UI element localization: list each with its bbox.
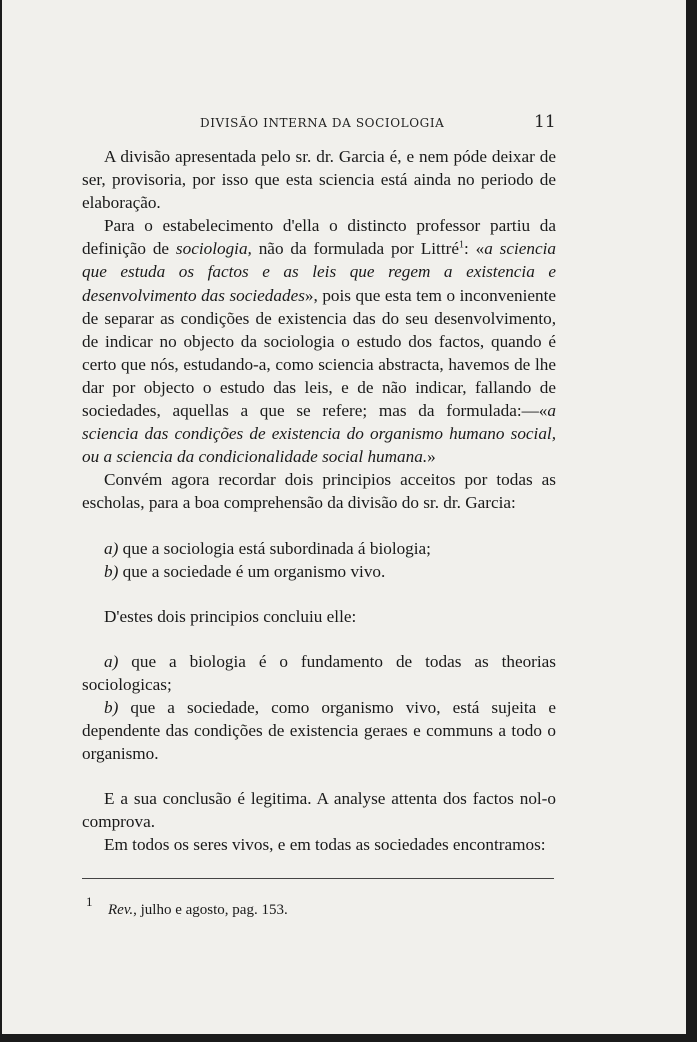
paragraph-3: Convém agora recordar dois principios acceitos por todas as escholas, para a boa comprehensão da divisão do sr. dr. Garcia: [82, 470, 556, 513]
paragraph-1: A divisão apresentada pelo sr. dr. Garcia é, e nem póde deixar de ser, provisoria, por isso que esta sciencia está ainda no periodo de elaboração. [82, 147, 556, 213]
list-item [82, 537, 556, 560]
book-page [2, 0, 686, 1034]
list-label: b) [104, 697, 119, 717]
footnote-ref: 1 [458, 239, 464, 251]
p2-term-sociologia: sociologia, [175, 239, 252, 259]
footnote-source: Rev. [108, 902, 134, 918]
list-text: que a biologia é o fundamento de todas as theorias sociologicas; [82, 651, 556, 694]
p2-text-d: », pois que esta tem o inconveniente de separar as condições de existencia das do seu desenvolvimento, de indicar no objecto da sociologia o estudo dos factos, quando é certo que nós, estudando-a, como sciencia abstracta, havemos de lhe dar por objecto o estudo das leis, e de não indicar, fallando de sociedades, aquellas a que se refere; mas da formulada:—« [82, 285, 556, 421]
footnote-divider [82, 878, 554, 879]
footnote-text: , julho e agosto, pag. 153. [133, 902, 288, 918]
spacer [82, 765, 556, 787]
p2-text-e: » [427, 447, 436, 467]
list-item [82, 650, 556, 696]
p2-text-a: Para o estabelecimento d'ella o distincto professor partiu da definição de [82, 216, 556, 259]
p2-text-c: : « [463, 239, 485, 259]
list-item [82, 696, 556, 765]
paragraph-6: Em todos os seres vivos, e em todas as sociedades encontramos: [104, 835, 546, 855]
paragraph-4: D'estes dois principios concluiu elle: [104, 606, 357, 626]
list-label: a) [104, 538, 119, 558]
spacer [82, 628, 556, 650]
list-text: que a sociedade, como organismo vivo, está sujeita e dependente das condições de existencia geraes e communs a todo o organismo. [82, 697, 556, 764]
paragraph-5: E a sua conclusão é legitima. A analyse attenta dos factos nol-o comprova. [82, 789, 556, 832]
spacer [82, 583, 556, 605]
p2-garcia-definition: a sciencia das condições de existencia do organismo humano social, ou a sciencia da condicionalidade social humana. [82, 401, 556, 467]
page-header [2, 112, 686, 134]
running-head: DIVISÃO INTERNA DA SOCIOLOGIA [200, 116, 445, 130]
list-label: b) [104, 561, 119, 581]
paragraph-2 [82, 214, 556, 468]
list-text: que a sociologia está subordinada á biologia; [122, 538, 431, 558]
body-text [82, 145, 556, 857]
page-number: 11 [534, 112, 556, 132]
list-label: a) [104, 651, 119, 671]
p2-littre-definition: a sciencia que estuda os factos e as leis que regem a existencia e desenvolvimento das sociedades [82, 239, 556, 305]
footnote: 1 Rev., julho e agosto, pag. 153. [86, 894, 288, 918]
list-text: que a sociedade é um organismo vivo. [122, 561, 386, 581]
spacer [82, 515, 556, 537]
list-item [82, 560, 556, 583]
p2-text-b: não da formulada por Littré [251, 239, 459, 259]
